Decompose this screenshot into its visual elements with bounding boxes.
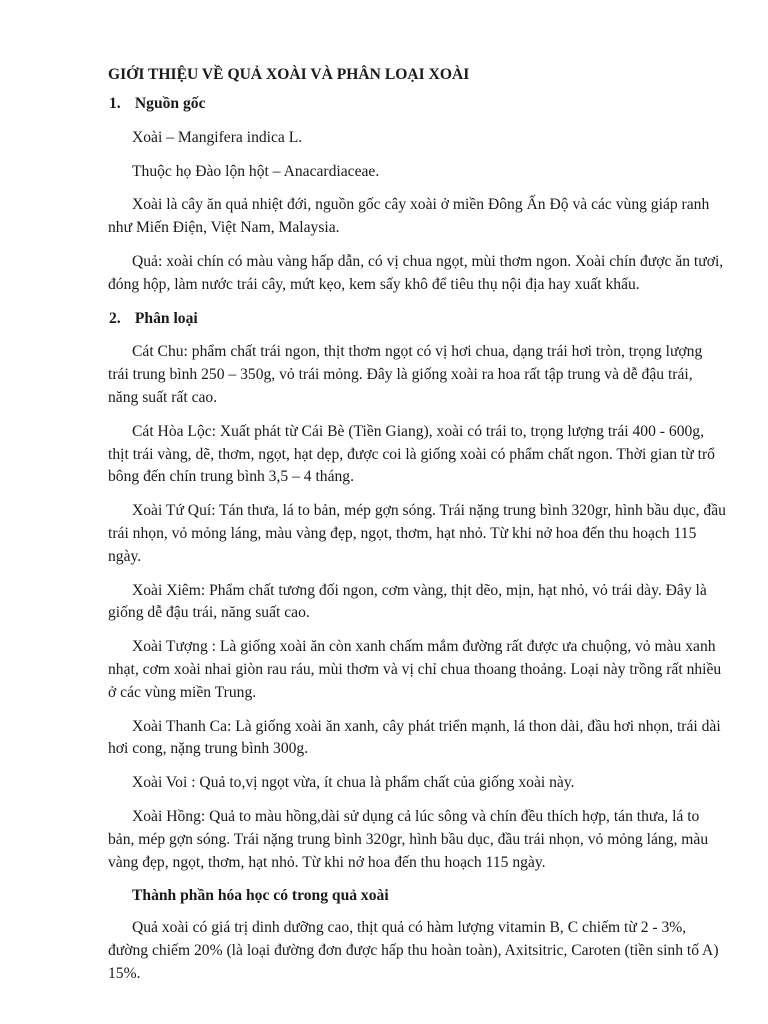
paragraph-origin: Xoài là cây ăn quả nhiệt đới, nguồn gốc cây xoài ở miền Đông Ấn Độ và các vùng giáp ranh như Miến Điện, Việt Nam, Malaysia. — [108, 196, 710, 237]
paragraph-tu-qui: Xoài Tứ Quí: Tán thưa, lá to bản, mép gợn sóng. Trái nặng trung bình 320gr, hình bầu dục, đầu trái nhọn, vỏ mỏng láng, màu vàng đẹp, ngọt, thơm, hạt nhỏ. Từ khi nở hoa đến thu hoạch 115 ngày. — [108, 502, 726, 565]
paragraph-voi: Xoài Voi : Quả to,vị ngọt vừa, ít chua là phẩm chất của giống xoài này. — [132, 774, 575, 792]
paragraph-cat-chu: Cát Chu: phẩm chất trái ngon, thịt thơm ngọt có vị hơi chua, dạng trái hơi tròn, trọng lượng trái trung bình 250 – 350g, vỏ trái mỏng. Đây là giống xoài ra hoa rất tập trung và dễ đậu trái, năng suất rất cao. — [108, 343, 703, 406]
document-title: GIỚI THIỆU VỀ QUẢ XOÀI VÀ PHÂN LOẠI XOÀI — [108, 66, 470, 83]
paragraph-hong: Xoài Hồng: Quả to màu hồng,dài sử dụng cả lúc sông và chín đều thích hợp, tán thưa, lá to bản, mép gợn sóng. Trái nặng trung bình 320gr, hình bầu dục, đầu trái nhọn, vỏ mỏng láng, màu vàng đẹp, ngọt, thơm, hạt nhỏ. Từ khi nở hoa đến thu hoạch 115 ngày. — [108, 807, 709, 871]
paragraph-tuong: Xoài Tượng : Là giống xoài ăn còn xanh chấm mắm đường rất được ưa chuộng, vỏ màu xanh nhạt, cơm xoài nhai giòn rau ráu, mùi thơm và vị chỉ chua thoang thoảng. Loại này trồng rất nhiều ở các vùng miền Trung. — [108, 638, 722, 701]
section-heading-text: Nguồn gốc — [134, 95, 206, 112]
section-number: 1. — [109, 95, 121, 112]
section-heading-text: Phân loại — [134, 309, 198, 327]
paragraph-scientific-name: Xoài – Mangifera indica L. — [132, 128, 303, 146]
paragraph-fruit: Quả: xoài chín có màu vàng hấp dẫn, có vị chua ngọt, mùi thơm ngon. Xoài chín được ăn tươi, đóng hộp, làm nước trái cây, mứt kẹo, kem sấy khô để tiêu thụ nội địa hay xuất khẩu. — [108, 252, 724, 293]
section-heading-origin — [108, 93, 726, 116]
section-number: 2. — [109, 309, 121, 327]
paragraph-thanh-ca: Xoài Thanh Ca: Là giống xoài ăn xanh, cây phát triển mạnh, lá thon dài, đầu hơi nhọn, trái dài hơi cong, nặng trung bình 300g. — [108, 717, 721, 758]
section-heading-composition: Thành phần hóa học có trong quả xoài — [132, 887, 389, 905]
paragraph-xiem: Xoài Xiêm: Phẩm chất tương đối ngon, cơm vàng, thịt dẽo, mịn, hạt nhỏ, vỏ trái dày. Đây là giống dễ đậu trái, năng suất cao. — [108, 581, 707, 622]
section-heading-classification — [108, 308, 726, 331]
document-content — [108, 64, 726, 986]
paragraph-cat-hoa-loc: Cát Hòa Lộc: Xuất phát từ Cái Bè (Tiền Giang), xoài có trái to, trọng lượng trái 400 - 600g, thịt trái vàng, dẽ, thơm, ngọt, hạt dẹp, được coi là giống xoài có phẩm chất ngon. Thời gian từ trổ bông đến chín trung bình 3,5 – 4 tháng. — [108, 422, 715, 486]
paragraph-family: Thuộc họ Đào lộn hột – Anacardiaceae. — [132, 162, 380, 180]
paragraph-composition: Quả xoài có giá trị dinh dưỡng cao, thịt quả có hàm lượng vitamin B, C chiếm từ 2 - 3%, đường chiếm 20% (là loại đường đơn được hấp thu hoàn toàn), Axitsitric, Caroten (tiền sinh tố A) 15%. — [108, 919, 719, 982]
